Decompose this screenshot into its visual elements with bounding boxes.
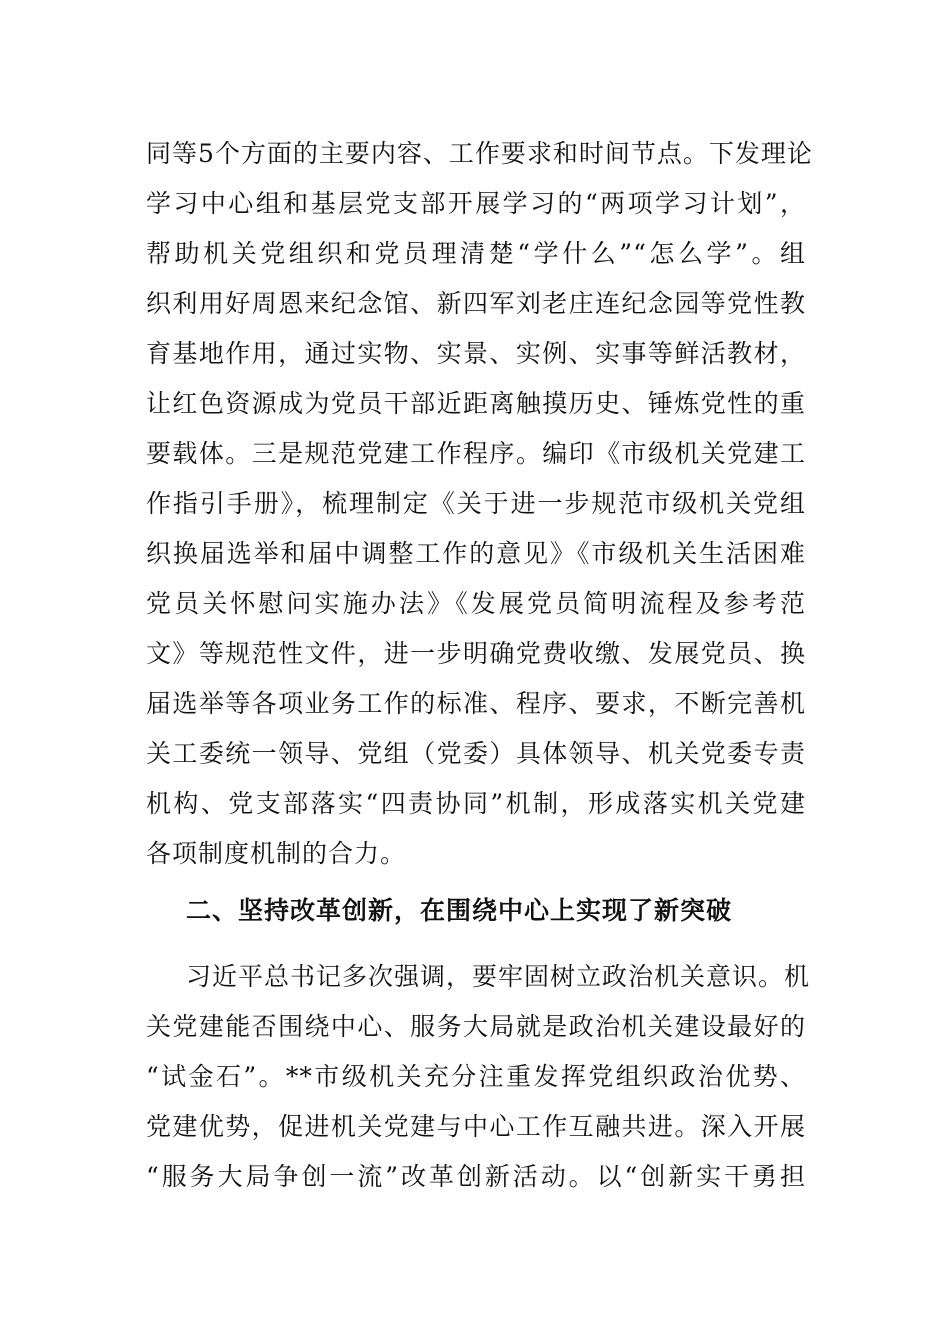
paragraph-1-line-12: 届选举等各项业务工作的标准、程序、要求，不断完善机 [146,689,806,718]
paragraph-1-line-1: 同等5个方面的主要内容、工作要求和时间节点。下发理论 [146,139,813,168]
paragraph-2-line-3: “试金石”。**市级机关充分注重发挥党组织政治优势、 [146,1062,806,1091]
paragraph-1-line-6: 让红色资源成为党员干部近距离触摸历史、锤炼党性的重 [146,389,806,418]
paragraph-1-line-5: 育基地作用，通过实物、实景、实例、实事等鲜活教材， [146,339,806,368]
paragraph-1-line-8: 作指引手册》，梳理制定《关于进一步规范市级机关党组 [146,489,806,518]
paragraph-2-line-5: “服务大局争创一流”改革创新活动。以“创新实干勇担 [146,1162,806,1191]
paragraph-1-line-3: 帮助机关党组织和党员理清楚“学什么”“怎么学”。组 [146,239,806,268]
section-heading: 二、坚持改革创新，在围绕中心上实现了新突破 [186,896,733,925]
paragraph-2-line-1: 习近平总书记多次强调，要牢固树立政治机关意识。机 [186,962,811,991]
paragraph-2-line-4: 党建优势，促进机关党建与中心工作互融共进。深入开展 [146,1112,806,1141]
paragraph-1-line-2: 学习中心组和基层党支部开展学习的“两项学习计划”， [146,189,806,218]
paragraph-1-line-7: 要载体。三是规范党建工作程序。编印《市级机关党建工 [146,439,806,468]
paragraph-1-line-9: 织换届选举和届中调整工作的意见》《市级机关生活困难 [146,539,806,568]
paragraph-2-line-2: 关党建能否围绕中心、服务大局就是政治机关建设最好的 [146,1012,806,1041]
paragraph-1-line-11: 文》等规范性文件，进一步明确党费收缴、发展党员、换 [146,639,806,668]
paragraph-1-line-15: 各项制度机制的合力。 [146,839,407,868]
paragraph-1-line-13: 关工委统一领导、党组（党委）具体领导、机关党委专责 [146,739,806,768]
paragraph-1-line-4: 织利用好周恩来纪念馆、新四军刘老庄连纪念园等党性教 [146,289,806,318]
paragraph-1-line-14: 机构、党支部落实“四责协同”机制，形成落实机关党建 [146,789,806,818]
paragraph-1-line-10: 党员关怀慰问实施办法》《发展党员简明流程及参考范 [146,589,806,618]
